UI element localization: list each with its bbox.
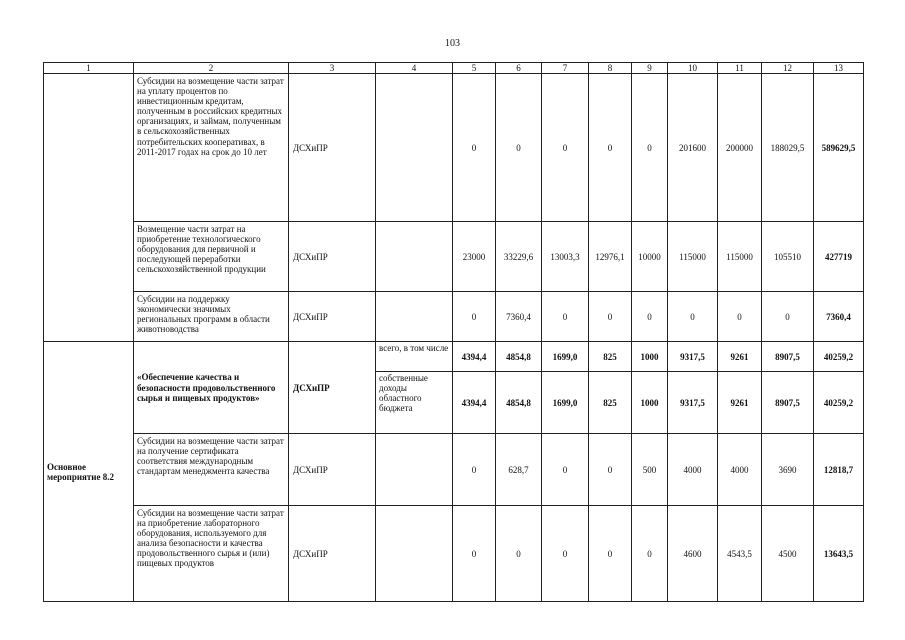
value-cell: 4394,4: [453, 372, 496, 434]
row-source: [376, 434, 453, 506]
table-row: [44, 506, 864, 602]
header-cell: 13: [814, 63, 864, 74]
value-cell: 0: [632, 292, 668, 342]
header-cell: 8: [589, 63, 632, 74]
row-executor: ДСХиПР: [289, 434, 376, 506]
table-row: [44, 434, 864, 506]
value-cell: 7360,4: [496, 292, 542, 342]
header-cell: 9: [632, 63, 668, 74]
value-cell: 3690: [762, 434, 814, 506]
value-cell: 9261: [718, 372, 762, 434]
value-cell: 33229,6: [496, 222, 542, 292]
total-cell: 427719: [814, 222, 864, 292]
row-description: Субсидии на возмещение части затрат на уплату процентов по инвестиционным кредитам, полученным в российских кредитных организациях, и займам, полученным в сельскохозяйственных потребительских кооперативах, в 2011-2017 годах на срок до 10 лет: [134, 74, 289, 222]
value-cell: 9317,5: [668, 342, 718, 372]
total-cell: 7360,4: [814, 292, 864, 342]
value-cell: 1699,0: [542, 342, 589, 372]
value-cell: 628,7: [496, 434, 542, 506]
header-cell: 4: [376, 63, 453, 74]
header-cell: 5: [453, 63, 496, 74]
value-cell: 0: [589, 292, 632, 342]
value-cell: 0: [453, 506, 496, 602]
value-cell: 9261: [718, 342, 762, 372]
value-cell: 4394,4: [453, 342, 496, 372]
value-cell: 0: [668, 292, 718, 342]
row-source: [376, 74, 453, 222]
row-source: [376, 222, 453, 292]
program-table: [43, 62, 864, 602]
row-description: Субсидии на возмещение части затрат на получение сертификата соответствия международным стандартам менеджмента качества: [134, 434, 289, 506]
value-cell: 0: [632, 506, 668, 602]
value-cell: 4000: [718, 434, 762, 506]
header-row: [44, 63, 864, 74]
row-description: Субсидии на поддержку экономически значимых региональных программ в области животноводства: [134, 292, 289, 342]
row-executor: ДСХиПР: [289, 506, 376, 602]
value-cell: 200000: [718, 74, 762, 222]
measure-label: Основное мероприятие 8.2: [44, 342, 134, 602]
value-cell: 0: [496, 506, 542, 602]
measure-total-row: [44, 342, 864, 372]
value-cell: 8907,5: [762, 372, 814, 434]
total-cell: 589629,5: [814, 74, 864, 222]
header-cell: 11: [718, 63, 762, 74]
header-cell: 7: [542, 63, 589, 74]
value-cell: 0: [542, 74, 589, 222]
value-cell: 1000: [632, 372, 668, 434]
page-number: 103: [445, 38, 460, 49]
value-cell: 0: [762, 292, 814, 342]
value-cell: 4854,8: [496, 342, 542, 372]
value-cell: 0: [453, 292, 496, 342]
total-cell: 40259,2: [814, 342, 864, 372]
value-cell: 0: [589, 506, 632, 602]
value-cell: 4854,8: [496, 372, 542, 434]
source-total: всего, в том числе: [376, 342, 453, 372]
empty-cell: [44, 74, 134, 342]
row-description: Возмещение части затрат на приобретение технологического оборудования для первичной и последующей переработки сельскохозяйственной продукции: [134, 222, 289, 292]
value-cell: 0: [542, 434, 589, 506]
row-executor: ДСХиПР: [289, 74, 376, 222]
row-executor: ДСХиПР: [289, 222, 376, 292]
row-source: [376, 292, 453, 342]
value-cell: 8907,5: [762, 342, 814, 372]
value-cell: 0: [542, 292, 589, 342]
total-cell: 13643,5: [814, 506, 864, 602]
measure-title: «Обеспечение качества и безопасности продовольственного сырья и пищевых продуктов»: [134, 342, 289, 434]
value-cell: 4500: [762, 506, 814, 602]
header-cell: 12: [762, 63, 814, 74]
value-cell: 115000: [718, 222, 762, 292]
total-cell: 40259,2: [814, 372, 864, 434]
total-cell: 12818,7: [814, 434, 864, 506]
value-cell: 0: [589, 434, 632, 506]
value-cell: 105510: [762, 222, 814, 292]
value-cell: 0: [632, 74, 668, 222]
value-cell: 9317,5: [668, 372, 718, 434]
value-cell: 188029,5: [762, 74, 814, 222]
value-cell: 13003,3: [542, 222, 589, 292]
value-cell: 0: [542, 506, 589, 602]
value-cell: 0: [453, 434, 496, 506]
header-cell: 6: [496, 63, 542, 74]
table-row: [44, 292, 864, 342]
value-cell: 0: [496, 74, 542, 222]
source-own: собственные доходы областного бюджета: [376, 372, 453, 434]
value-cell: 825: [589, 342, 632, 372]
value-cell: 201600: [668, 74, 718, 222]
value-cell: 115000: [668, 222, 718, 292]
table-row: [44, 222, 864, 292]
value-cell: 4543,5: [718, 506, 762, 602]
value-cell: 500: [632, 434, 668, 506]
header-cell: 1: [44, 63, 134, 74]
measure-executor: ДСХиПР: [289, 342, 376, 434]
table-row: [44, 74, 864, 222]
header-cell: 2: [134, 63, 289, 74]
value-cell: 12976,1: [589, 222, 632, 292]
value-cell: 0: [589, 74, 632, 222]
value-cell: 0: [718, 292, 762, 342]
header-cell: 3: [289, 63, 376, 74]
row-executor: ДСХиПР: [289, 292, 376, 342]
row-description: Субсидии на возмещение части затрат на приобретение лабораторного оборудования, используемого для анализа безопасности и качества продовольственного сырья и (или) пищевых продуктов: [134, 506, 289, 602]
value-cell: 825: [589, 372, 632, 434]
value-cell: 0: [453, 74, 496, 222]
value-cell: 23000: [453, 222, 496, 292]
value-cell: 1000: [632, 342, 668, 372]
value-cell: 10000: [632, 222, 668, 292]
row-source: [376, 506, 453, 602]
value-cell: 4600: [668, 506, 718, 602]
header-cell: 10: [668, 63, 718, 74]
value-cell: 4000: [668, 434, 718, 506]
value-cell: 1699,0: [542, 372, 589, 434]
